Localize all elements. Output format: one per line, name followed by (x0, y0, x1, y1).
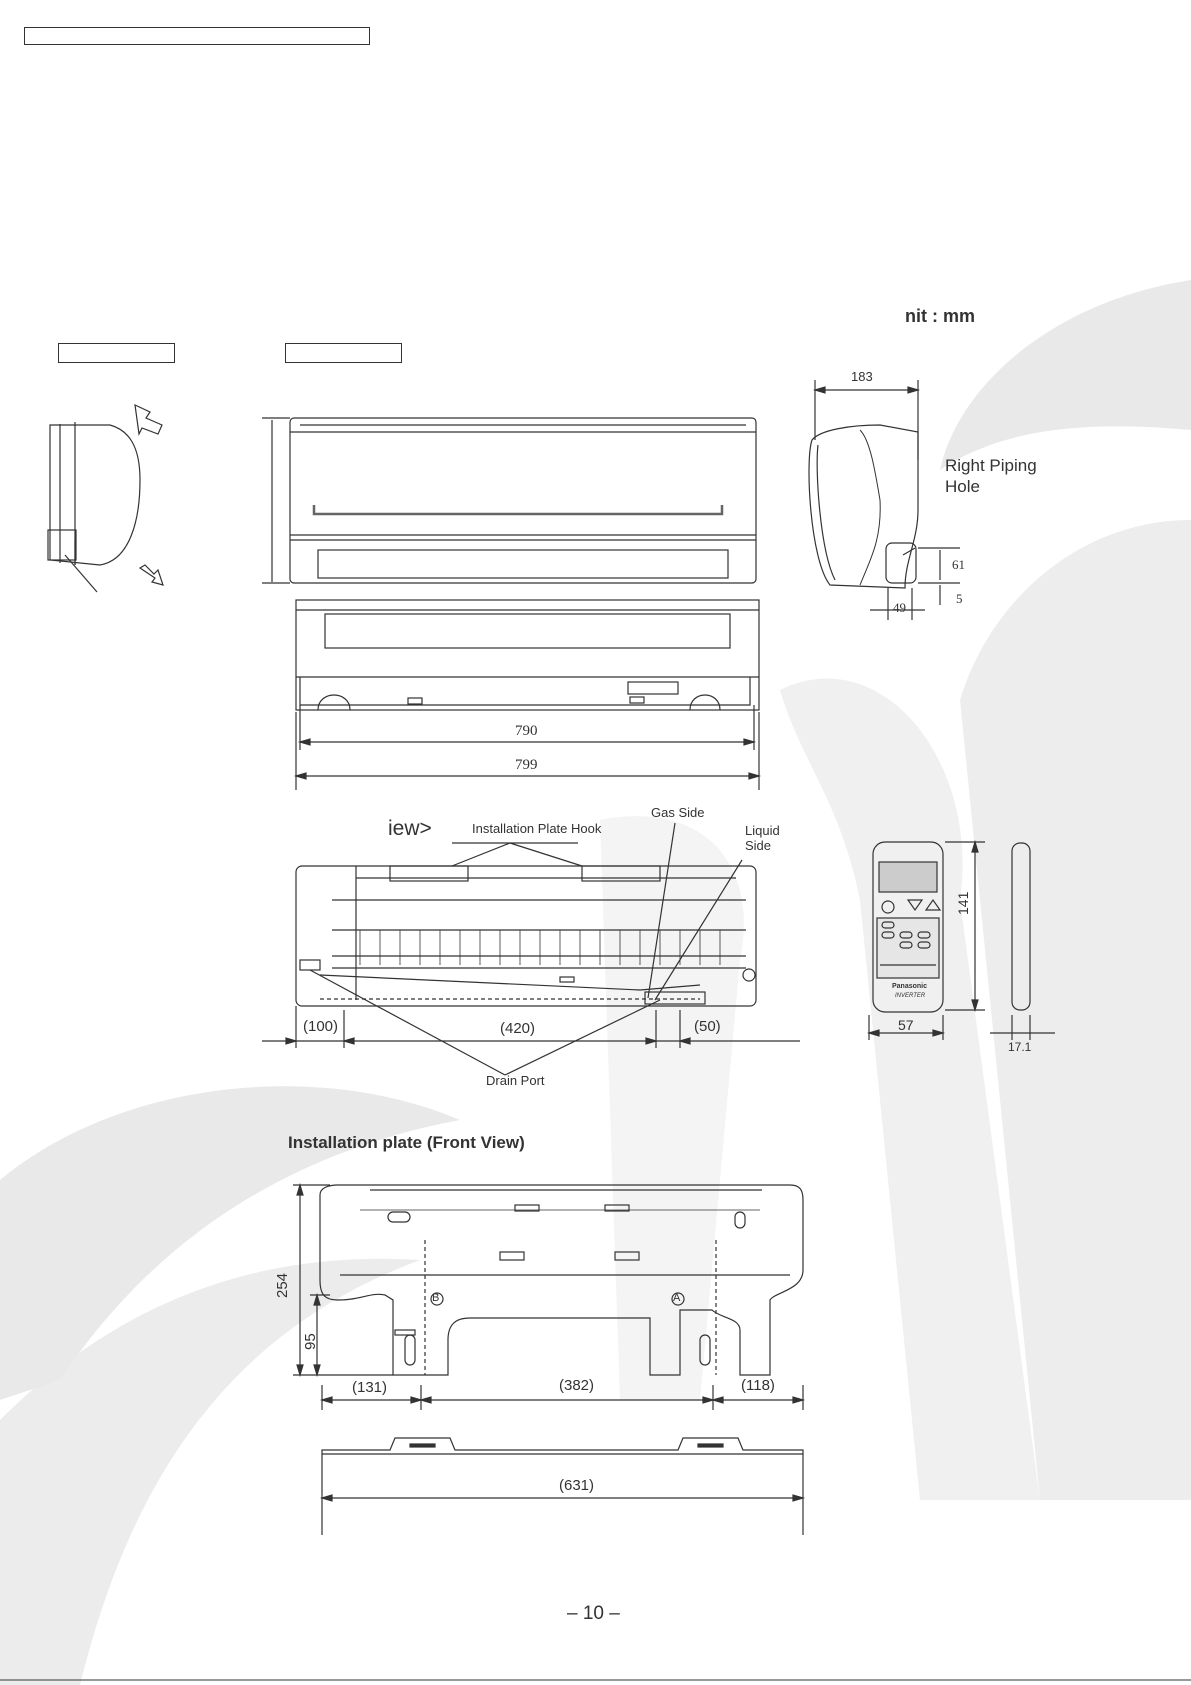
dim-bottom-left: (100) (303, 1018, 339, 1035)
label-bottom-view: iew> (388, 817, 432, 840)
dim-front-width-outer: 799 (515, 757, 538, 773)
label-right-piping-hole: Right Piping (945, 456, 1037, 475)
installation-plate-title: Installation plate (Front View) (288, 1133, 525, 1152)
dim-plate-width: (631) (559, 1477, 595, 1494)
front-view-unit (262, 418, 756, 583)
side-view-left (48, 405, 163, 592)
dim-side-hole-bottom: 5 (956, 591, 963, 606)
dim-plate-left: (131) (352, 1379, 388, 1396)
label-liquid-side: Liquid (745, 823, 780, 838)
dim-bottom-middle: (420) (500, 1020, 536, 1037)
dim-remote-thickness: 17.1 (1008, 1040, 1032, 1054)
dim-plate-hole-height: 95 (302, 1333, 319, 1350)
dim-plate-height: 254 (274, 1272, 291, 1298)
dim-plate-right: (118) (741, 1377, 775, 1394)
dim-side-hole-height: 61 (952, 557, 965, 572)
unit-label: nit : mm (905, 306, 975, 326)
page-number: – 10 – (567, 1603, 620, 1624)
remote-sub: INVERTER (895, 993, 926, 999)
dim-side-depth: 183 (851, 369, 873, 384)
remote-control (869, 842, 1055, 1040)
label-installation-plate-hook: Installation Plate Hook (472, 821, 602, 836)
dim-bottom-right: (50) (694, 1018, 721, 1035)
bottom-view-unit (262, 823, 800, 1075)
label-drain-port: Drain Port (486, 1073, 545, 1088)
marker-b: B (432, 1292, 440, 1304)
dim-side-hole-width: 49 (893, 600, 906, 615)
dim-remote-height: 141 (955, 891, 971, 915)
label-gas-side: Gas Side (651, 805, 705, 820)
dim-plate-middle: (382) (559, 1377, 595, 1394)
dim-front-width-inner: 790 (515, 723, 538, 739)
header-box-side (58, 343, 175, 363)
side-view-right (809, 380, 960, 620)
header-box-front (285, 343, 402, 363)
marker-a: A (673, 1292, 681, 1304)
label-right-piping-hole-2: Hole (945, 477, 980, 496)
dim-remote-width: 57 (898, 1017, 914, 1033)
header-box-top (24, 27, 370, 45)
installation-plate (293, 1185, 803, 1410)
label-liquid-side-2: Side (745, 838, 772, 853)
remote-brand: Panasonic (892, 983, 928, 990)
